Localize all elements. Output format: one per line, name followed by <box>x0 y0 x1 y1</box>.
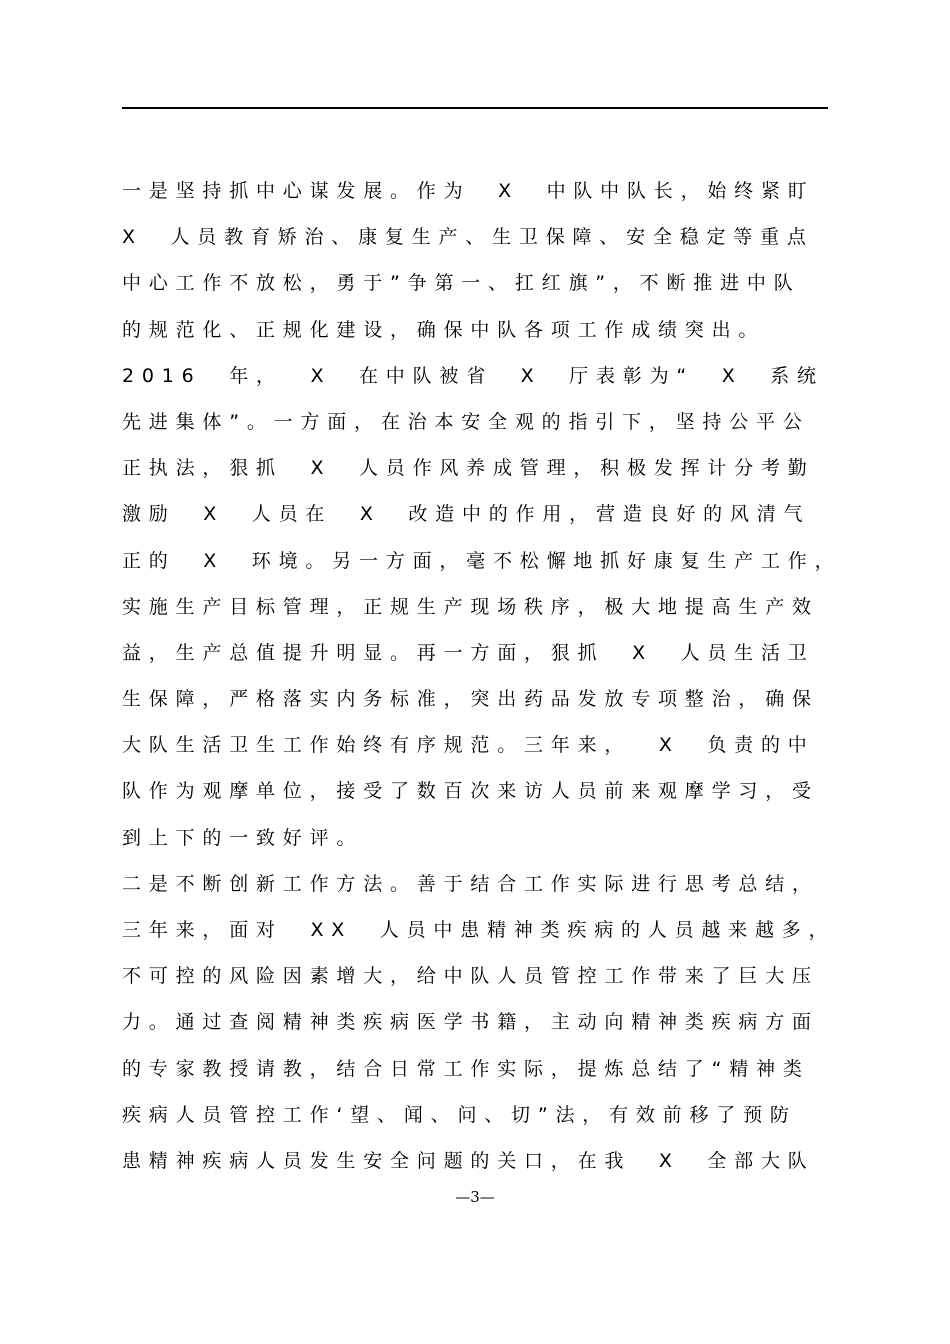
text-line: 二是不断创新工作方法。善于结合工作实际进行思考总结， <box>122 872 819 895</box>
text-line: 力。通过查阅精神类疾病医学书籍，主动向精神类疾病方面 <box>122 1011 819 1034</box>
text-line: 疾病人员管控工作‘望、闻、问、切”法，有效前移了预防 <box>122 1103 797 1126</box>
text-line: 正的 X 环境。另一方面，毫不松懈地抓好康复生产工作， <box>122 549 842 572</box>
header-rule <box>122 107 828 109</box>
text-line: 队作为观摩单位，接受了数百次来访人员前来观摩学习，受 <box>122 780 819 803</box>
page-number: —3— <box>455 1188 495 1206</box>
text-line: 中心工作不放松，勇于”争第一、扛红旗”，不断推进中队 <box>122 272 801 295</box>
text-line: 实施生产目标管理，正规生产现场秩序，极大地提高生产效 <box>122 595 819 618</box>
text-line: 生保障，严格落实内务标准，突出药品发放专项整治，确保 <box>122 688 819 711</box>
text-line: 先进集体”。一方面，在治本安全观的指引下，坚持公平公 <box>122 410 810 433</box>
text-line: 益，生产总值提升明显。再一方面，狠抓 X 人员生活卫 <box>122 641 815 664</box>
text-line: 不可控的风险因素增大，给中队人员管控工作带来了巨大压 <box>122 965 819 988</box>
text-line: 大队生活卫生工作始终有序规范。三年来， X 负责的中 <box>122 734 815 757</box>
text-line: 三年来，面对 XX 人员中患精神类疾病的人员越来越多， <box>122 919 836 941</box>
text-line: 的专家教授请教，结合日常工作实际，提炼总结了“精神类 <box>122 1057 810 1080</box>
text-line: 激励 X 人员在 X 改造中的作用，营造良好的风清气 <box>122 503 811 526</box>
text-line: 2016 年， X 在中队被省 X 厅表彰为“ X 系统 <box>122 364 824 387</box>
text-line: 到上下的一致好评。 <box>122 826 364 849</box>
text-line: 一是坚持抓中心谋发展。作为 X 中队中队长，始终紧盯 <box>122 180 815 202</box>
text-line: X 人员教育矫治、康复生产、生卫保障、安全稳定等重点 <box>122 226 814 249</box>
text-line: 正执法，狠抓 X 人员作风养成管理，积极发挥计分考勤 <box>122 457 815 480</box>
text-line: 的规范化、正规化建设，确保中队各项工作成绩突出。 <box>122 318 766 341</box>
body-text <box>122 172 842 1188</box>
text-line: 患精神疾病人员发生安全问题的关口，在我 X 全部大队 <box>122 1149 815 1172</box>
